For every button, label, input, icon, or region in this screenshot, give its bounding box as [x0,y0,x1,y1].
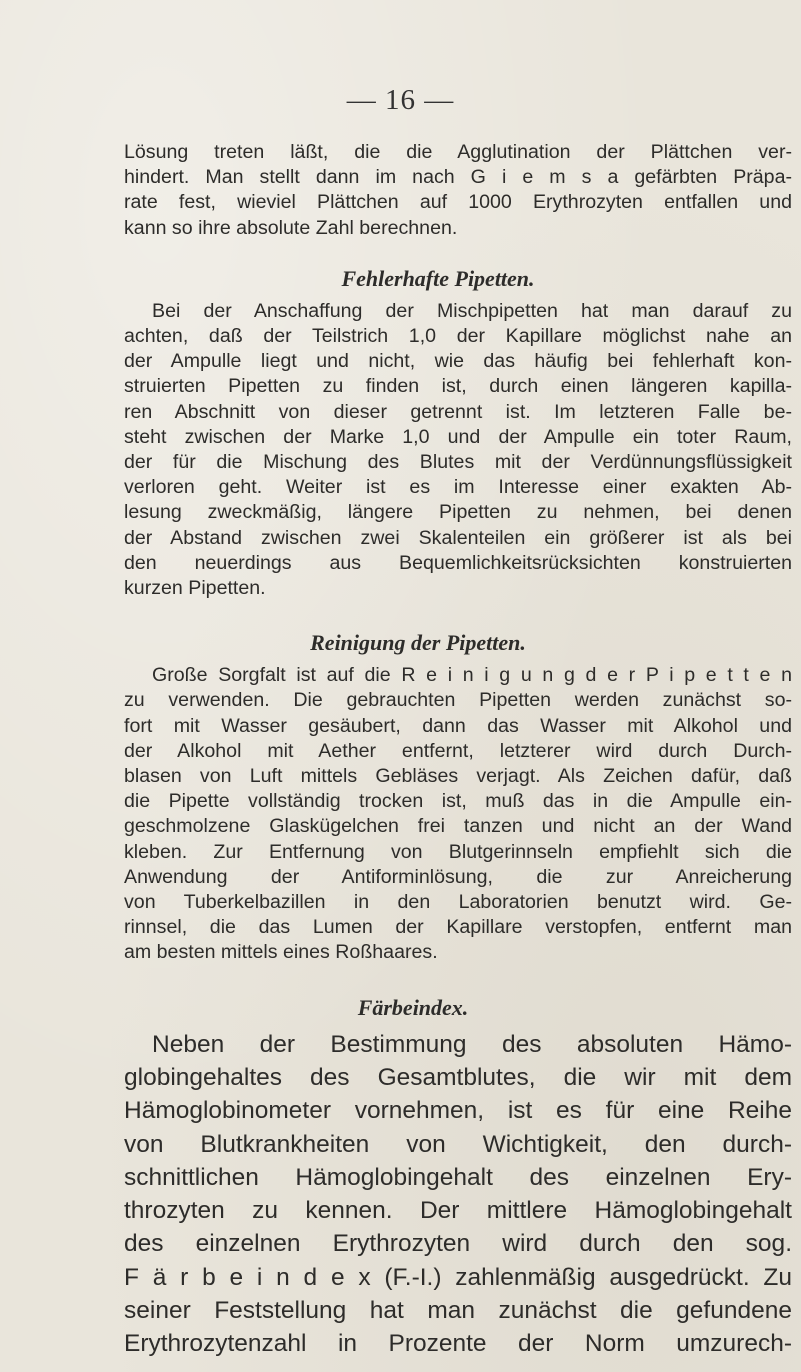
text-line: die Pipette vollständig trocken ist, muß das in die Ampulle ein- [124,790,792,813]
paragraph-2 [124,299,792,601]
text-line: throzyten zu kennen. Der mittlere Hämoglobingehalt [124,1197,792,1225]
text-line: Bei der Anschaffung der Mischpipetten hat man darauf zu [152,299,792,322]
text-line: ren Abschnitt von dieser getrennt ist. Im letzteren Falle be- [124,400,792,423]
section-heading-reinigung-der-pipetten: Reinigung der Pipetten. [310,630,526,656]
text-line: von Tuberkelbazillen in den Laboratorien benutzt wird. Ge- [124,891,792,914]
text-line: den neuerdings aus Bequemlichkeitsrücksichten konstruierten [124,551,792,574]
text-line: lesung zweckmäßig, längere Pipetten zu nehmen, bei denen [124,501,792,524]
text-line: kurzen Pipetten. [124,577,266,600]
text-line: F ä r b e i n d e x (F.-I.) zahlenmäßig ausgedrückt. Zu [124,1263,792,1291]
text-line: von Blutkrankheiten von Wichtigkeit, den durch- [124,1130,792,1158]
paragraph-4 [124,1028,792,1361]
text-line: Neben der Bestimmung des absoluten Hämo- [152,1030,792,1058]
paragraph-1 [124,140,792,241]
text-line: Hämoglobinometer vornehmen, ist es für eine Reihe [124,1097,792,1125]
text-line: Erythrozytenzahl in Prozente der Norm umzurech- [124,1330,792,1358]
text-line: geschmolzene Glaskügelchen frei tanzen und nicht an der Wand [124,815,792,838]
text-line: Große Sorgfalt ist auf die R e i n i g u n g d e r P i p e t t e n [152,664,792,687]
text-line: verloren geht. Weiter ist es im Interesse einer exakten Ab- [124,476,792,499]
text-line: Lösung treten läßt, die die Agglutination der Plättchen ver- [124,141,792,163]
text-line: rinnsel, die das Lumen der Kapillare verstopfen, entfernt man [124,916,792,939]
text-line: schnittlichen Hämoglobingehalt des einzelnen Ery- [124,1163,792,1191]
text-line: fort mit Wasser gesäubert, dann das Wasser mit Alkohol und [124,714,792,737]
text-line: der für die Mischung des Blutes mit der Verdünnungsflüssigkeit [124,451,792,474]
text-line: der Abstand zwischen zwei Skalenteilen ein größerer ist als bei [124,526,792,549]
text-line: des einzelnen Erythrozyten wird durch den sog. [124,1230,792,1258]
text-line: steht zwischen der Marke 1,0 und der Ampulle ein toter Raum, [124,425,792,448]
paragraph-3 [124,663,792,965]
section-heading-faerbeindex: Färbeindex. [357,994,469,1020]
page-number: — 16 — [346,84,455,116]
page-content [124,140,792,1361]
text-line: seiner Feststellung hat man zunächst die gefundene [124,1297,792,1325]
text-line: struierten Pipetten zu finden ist, durch einen längeren kapilla- [124,375,792,398]
text-line: kleben. Zur Entfernung von Blutgerinnseln empfiehlt sich die [124,840,792,863]
text-line: der Alkohol mit Aether entfernt, letzterer wird durch Durch- [124,739,792,762]
text-line: blasen von Luft mittels Gebläses verjagt. Als Zeichen dafür, daß [124,765,792,788]
text-line: Anwendung der Antiforminlösung, die zur Anreicherung [124,865,792,888]
text-line: am besten mittels eines Roßhaares. [124,941,438,964]
text-line: rate fest, wieviel Plättchen auf 1000 Erythrozyten entfallen und [124,191,792,214]
section-heading-fehlerhafte-pipetten: Fehlerhafte Pipetten. [341,265,535,291]
text-line: zu verwenden. Die gebrauchten Pipetten werden zunächst so- [124,689,792,712]
text-line: kann so ihre absolute Zahl berechnen. [124,216,458,239]
text-line: achten, daß der Teilstrich 1,0 der Kapillare möglichst nahe an [124,325,792,348]
text-line: globingehaltes des Gesamtblutes, die wir mit dem [124,1063,792,1091]
text-line: hindert. Man stellt dann im nach G i e m s a gefärbten Präpa- [124,166,792,189]
text-line: der Ampulle liegt und nicht, wie das häufig bei fehlerhaft kon- [124,350,792,373]
